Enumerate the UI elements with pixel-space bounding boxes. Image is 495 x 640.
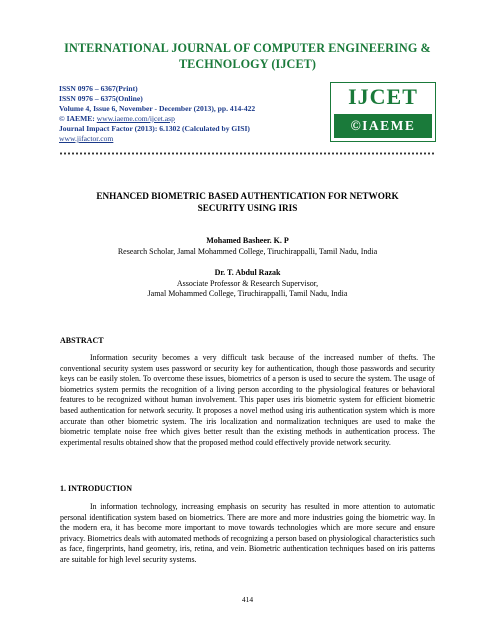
iaeme-link[interactable]: www.iaeme.com/ijcet.asp <box>96 114 175 123</box>
logo-iaeme-text: ©IAEME <box>334 114 432 138</box>
iaeme-label: © IAEME: <box>59 114 97 123</box>
iaeme-line <box>59 114 319 124</box>
logo-ijcet-text: IJCET <box>348 84 418 109</box>
author1-name: Mohamed Basheer. K. P <box>206 236 289 245</box>
introduction-heading: 1. INTRODUCTION <box>60 484 133 493</box>
author1-affiliation: Research Scholar, Jamal Mohammed College, Tiruchirappalli, Tamil Nadu, India <box>117 246 378 256</box>
volume-info: Volume 4, Issue 6, November - December (2013), pp. 414-422 <box>59 104 256 113</box>
journal-title-line2: TECHNOLOGY (IJCET) <box>178 57 317 71</box>
ijcet-logo <box>330 82 436 142</box>
paper-title-line1: ENHANCED BIOMETRIC BASED AUTHENTICATION FOR NETWORK <box>96 191 399 201</box>
introduction-text: In information technology, increasing emphasis on security has resulted in more attention to automatic personal identification system based on biometrics. There are more and more industries going the biometric way. In the modern era, it has become more important to move towards technologies which are more secure and ensure privacy. Biometrics deals with automated methods of recognizing a person based on physiological characteristics such as face, fingerprints, hand geometry, iris, retina, and vein. Biometric authentication techniques based on iris patterns are suitable for high level security systems. <box>60 502 435 564</box>
author2-affiliation-line1: Associate Professor & Research Supervisor, <box>176 278 319 288</box>
issn-block <box>59 84 319 144</box>
dotted-divider <box>59 152 435 155</box>
impact-factor: Journal Impact Factor (2013): 6.1302 (Calculated by GISI) <box>59 124 250 133</box>
jifactor-link[interactable]: www.jifactor.com <box>59 134 114 143</box>
author1 <box>60 236 435 257</box>
paper-title <box>60 190 435 214</box>
page-number: 414 <box>241 595 254 604</box>
abstract-text: Information security becomes a very difficult task because of the increased number of thefts. The conventional security system uses password or security key for authentication, though those passwords and security keys can be easily stolen. To overcome these issues, biometrics of a person is used to secure the system. The usage of biometrics system permits the recognition of a living person according to the physiological features or behavioral features to be recognized without human involvement. This paper uses iris biometric system for efficient biometric based authentication for network security. It proposes a novel method using iris authentication system which is more accurate than other biometric system. The iris localization and normalization techniques are used to make the biometric template noise free which gives better result than the existing methods in authentication process. The experimental results obtained show that the proposed method could effectively provide network security. <box>60 353 435 447</box>
paper-title-line2: SECURITY USING IRIS <box>197 203 298 213</box>
author2 <box>60 268 435 300</box>
journal-title-line1: INTERNATIONAL JOURNAL OF COMPUTER ENGINEERING & <box>64 41 431 55</box>
issn-print: ISSN 0976 – 6367(Print) <box>59 84 138 93</box>
journal-title <box>40 40 455 72</box>
author2-affiliation-line2: Jamal Mohammed College, Tiruchirappalli, Tamil Nadu, India <box>147 289 348 298</box>
author2-name: Dr. T. Abdul Razak <box>214 268 281 277</box>
abstract-heading: ABSTRACT <box>60 336 104 345</box>
issn-online: ISSN 0976 – 6375(Online) <box>59 94 143 103</box>
